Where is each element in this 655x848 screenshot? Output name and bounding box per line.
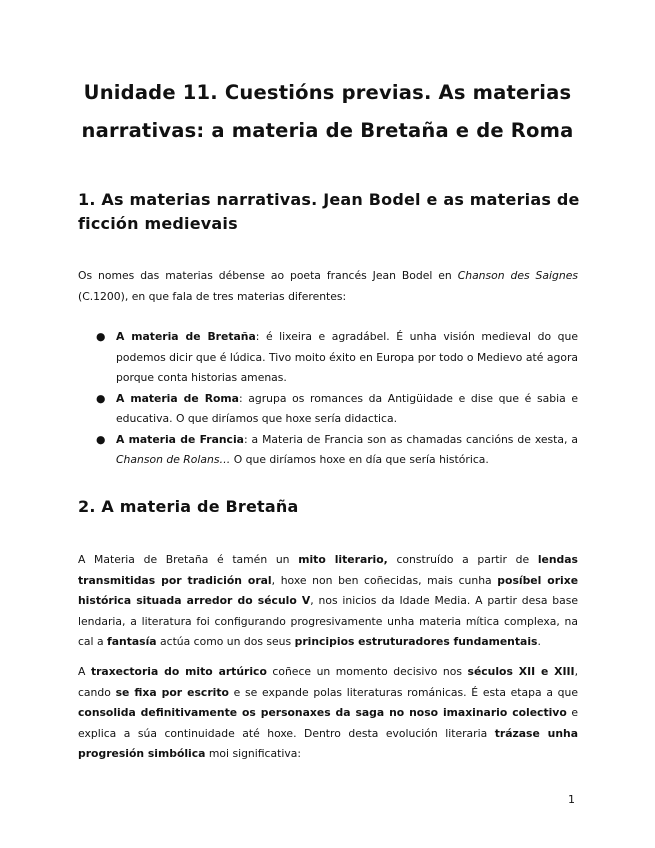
- materia-name: A materia de Francia: [116, 432, 244, 446]
- page-number: 1: [568, 793, 575, 806]
- work-title: Chanson des Saignes: [457, 269, 578, 282]
- section-2-paragraph-2: A traxectoria do mito artúrico coñece un momento decisivo nos séculos XII e XIII, cando se fixa por escrito e se expande polas literaturas románicas. É esta etapa a que consolida definitivamente os personaxes da saga no noso imaxinario colectivo e explica a súa continuidade até hoxe. Dentro desta evolución literaria trázase unha progresión simbólica moi significativa:: [78, 665, 578, 760]
- bullet: ●: [96, 330, 106, 343]
- title-line-2: narrativas: a materia de Bretaña e de Roma: [81, 119, 574, 142]
- list-item: ● A materia de Bretaña: é lixeira e agradábel. É unha visión medieval do que podemos dicir que é lúdica. Tivo moito éxito en Europa por todo o Medievo até agora porque conta historias amenas.: [78, 327, 578, 389]
- bullet: ●: [96, 391, 106, 405]
- materias-list: [78, 327, 578, 471]
- section-1-intro: Os nomes das materias débense ao poeta francés Jean Bodel en Chanson des Saignes (C.1200), en que fala de tres materias diferentes:: [78, 269, 578, 303]
- bullet: ●: [96, 432, 106, 446]
- list-item: ● A materia de Roma: agrupa os romances da Antigüidade e dise que é sabia e educativa. O que diríamos que hoxe sería didactica.: [78, 389, 578, 430]
- section-2-heading: 2. A materia de Bretaña: [78, 497, 299, 516]
- list-item: ● A materia de Francia: a Materia de Francia son as chamadas cancións de xesta, a Chanson de Rolans… O que diríamos hoxe en día que sería histórica.: [78, 430, 578, 471]
- title-line-1: Unidade 11. Cuestións previas. As materias: [83, 81, 572, 104]
- section-1-heading: 1. As materias narrativas. Jean Bodel e as materias de ficción medievais: [78, 190, 580, 233]
- materia-name: A materia de Bretaña: [116, 330, 256, 343]
- materia-name: A materia de Roma: [116, 391, 239, 405]
- work-title: Chanson de Rolans…: [116, 453, 231, 466]
- section-2-paragraph-1: A Materia de Bretaña é tamén un mito literario, construído a partir de lendas transmitidas por tradición oral, hoxe non ben coñecidas, mais cunha posíbel orixe histórica situada arredor do século V, nos inicios da Idade Media. A partir desa base lendaria, a literatura foi configurando progresivamente unha materia mítica complexa, na cal a fantasía actúa como un dos seus principios estruturadores fundamentais.: [78, 553, 579, 648]
- document-title: [60, 74, 595, 150]
